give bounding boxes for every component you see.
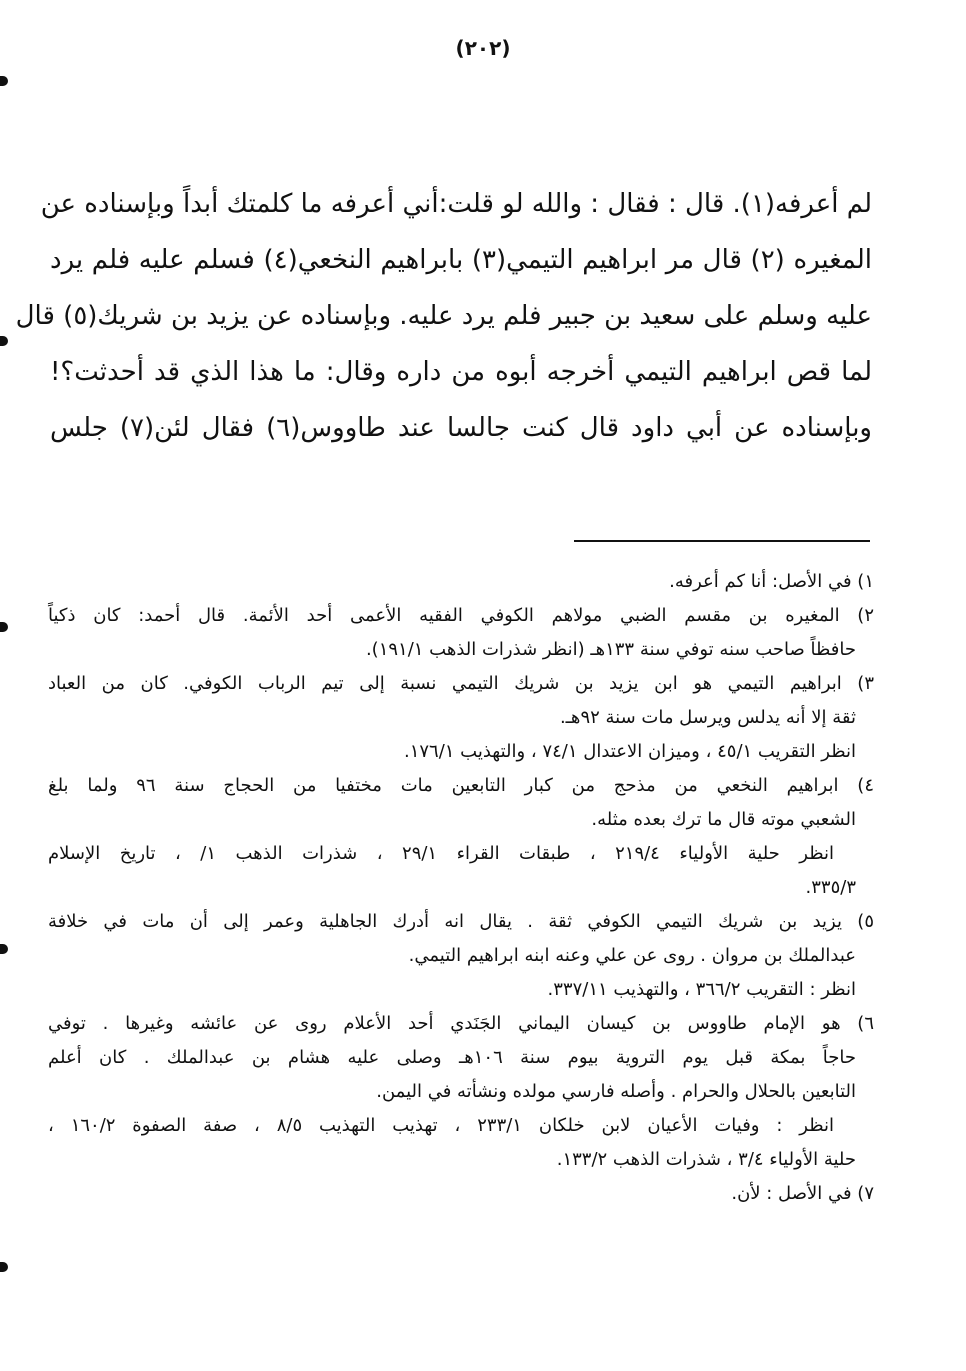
scan-margin-mark [0, 336, 8, 346]
footnote-line: ١) في الأصل: أنا كم أعرفه. [669, 571, 874, 592]
main-text-line: لم أعرفه(١). قال : فقال : والله لو قلت:أني أعرفه ما كلمتك أبداً وبإسناده عن [40, 189, 872, 219]
footnote-line: ثقة إلا أنه يدلس ويرسل مات سنة ٩٢هـ. [559, 707, 856, 728]
scan-margin-mark [0, 622, 8, 632]
footnote-line: التابعين بالحلال والحرام . وأصله فارسي مولده ونشأته في اليمن. [376, 1081, 856, 1102]
footnote-line: انظر : وفيات الأعيان لابن خلكان ٢٣٣/١ ، تهذيب التهذيب ٨/٥ ، صفة الصفوة ١٦٠/٢ ، [48, 1115, 835, 1136]
footnote-line: عبدالملك بن مروان . روى عن علي وعنه ابنه ابراهيم التيمي. [408, 945, 856, 966]
footnote-line: حاجاً بمكة قبل يوم التروية بيوم سنة ١٠٦هـ وصلى عليه هشام بن عبدالملك . كان أعلم [48, 1047, 857, 1068]
main-text [15, 176, 872, 456]
page-number: (٢٠٢) [455, 36, 511, 60]
footnote-line: ٥) يزيد بن شريك التيمي الكوفي ثقة . يقال انه أدرك الجاهلية وعمر إلى أن مات في خلافة [48, 911, 874, 932]
main-text-line: عليه وسلم على سعيد بن جبير فلم يرد عليه. وبإسناده عن يزيد بن شريك(٥) قال [15, 301, 872, 331]
footnote-line: انظر حلية الأولياء ٢١٩/٤ ، طبقات القراء ٢٩/١ ، شذرات الذهب ١/ ، تاريخ الإسلام [48, 843, 834, 864]
footnote-line: ٤) ابراهيم النخعي من مذحج من كبار التابعين مات مختفيا من الحجاج سنة ٩٦ ولما بلغ [48, 775, 874, 796]
footnote-line: حلية الأولياء ٣/٤ ، شذرات الذهب ١٣٣/٢. [556, 1149, 856, 1170]
footnote-line: ٣) ابراهيم التيمي هو ابن يزيد بن شريك التيمي نسبة إلى تيم الرباب الكوفي. كان من العباد [48, 673, 874, 694]
main-text-line: لما قص ابراهيم التيمي أخرجه أبوه من داره وقال: ما هذا الذي قد أحدثت؟! [50, 357, 872, 387]
scan-margin-mark [0, 944, 8, 954]
footnote-line: ٣٣٥/٣. [805, 877, 856, 898]
main-text-line: المغيره (٢) قال مر ابراهيم التيمي(٣) بابراهيم النخعي(٤) فسلم عليه فلم يرد [50, 245, 872, 275]
footnote-line: ٧) في الأصل : لأن. [731, 1183, 874, 1204]
footnote-line: ٦) هو الإمام طاووس بن كيسان اليماني الجَنَدي أحد الأعلام روى عن عائشه وغيرها . توفي [48, 1013, 874, 1034]
footnote-line: ٢) المغيره بن مقسم الضبي مولاهم الكوفي الفقيه الأعمى أحد الأئمة. قال أحمد: كان ذكياً [48, 605, 874, 626]
scan-margin-mark [0, 1262, 8, 1272]
footnote-line: انظر التقريب ٤٥/١ ، وميزان الاعتدال ٧٤/١ ، والتهذيب ١٧٦/١. [403, 741, 856, 762]
footnote-line: انظر : التقريب ٣٦٦/٢ ، والتهذيب ٣٣٧/١١. [547, 979, 856, 1000]
footnotes [48, 565, 874, 1211]
main-text-line: وبإسناده عن أبي داود قال كنت جالسا عند طاووس(٦) فقال لئن(٧) جلس [50, 413, 872, 443]
footnote-divider [574, 540, 870, 542]
footnote-line: حافظاً صاحب سنه توفي سنة ١٣٣هـ (انظر شذرات الذهب ١٩١/١). [365, 639, 856, 660]
footnote-line: الشعبي موته قال ما ترك بعده مثله. [591, 809, 856, 830]
scan-margin-mark [0, 76, 8, 86]
